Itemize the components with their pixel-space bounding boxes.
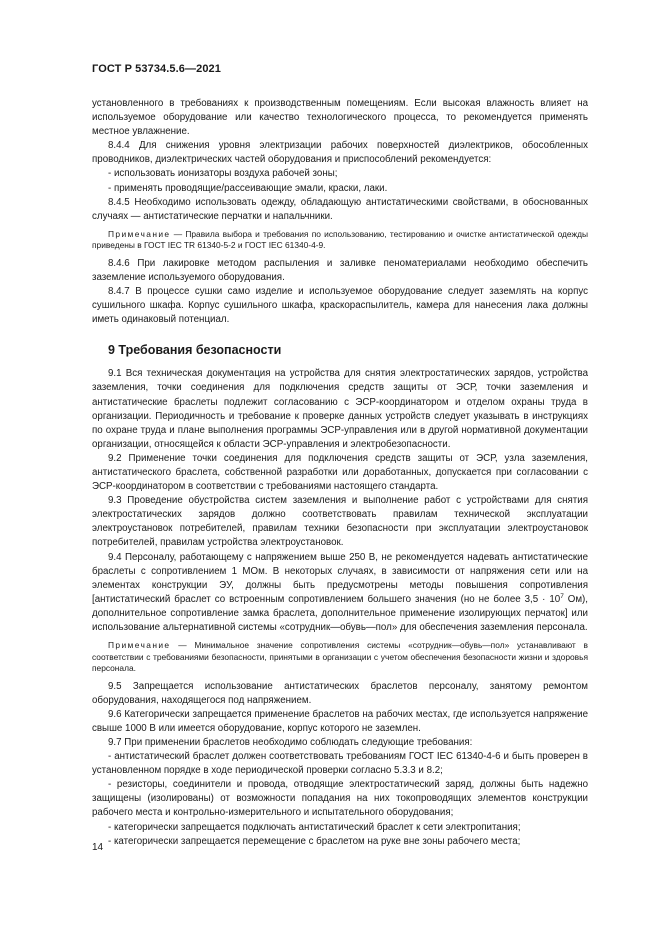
section-heading: 9 Требования безопасности xyxy=(108,343,282,358)
paragraph-9-4 xyxy=(92,551,588,636)
paragraph-9-5: 9.5 Запрещается использование антистатических браслетов персоналу, занятому ремонтом оборудования, находящегося под напряжением. xyxy=(92,680,588,706)
paragraph-8-4-7: 8.4.7 В процессе сушки само изделие и используемое оборудование следует заземлять на корпус сушильного шкафа. Корпус сушильного шкафа, краскораспылитель, камера для нанесения лака должны иметь одинаковый потенциал. xyxy=(92,286,588,326)
document-header: ГОСТ Р 53734.5.6—2021 xyxy=(92,63,221,75)
list-item: - антистатический браслет должен соответствовать требованиям ГОСТ IEC 61340-4-6 и быть проверен в установленном порядке в ходе периодической проверки согласно 5.3.3 и 8.2; xyxy=(92,751,588,777)
page-number: 14 xyxy=(92,842,104,853)
list-item: - применять проводящие/рассеивающие эмали, краски, лаки. xyxy=(108,182,388,194)
exponent: 7 xyxy=(560,592,564,600)
page-body xyxy=(92,97,588,849)
note-resistance xyxy=(92,640,588,675)
note-label: Примечание xyxy=(108,228,171,239)
paragraph-9-1: 9.1 Вся техническая документация на устройства для снятия электростатических зарядов, устройства заземления, точки соединения для подключения средств защиты от ЭСР, точки заземления и антистатические браслеты подлежит согласованию с ЭСР-координатором и отделом охраны труда в организации. Периодичность и требование к проверке данных устройств следует указывать в инструкциях по охране труда и плане выполнения программы ЭСР-управления или в другой нормативной документации организации, относящейся к области ЭСР-управления и электробезопасности. xyxy=(92,368,588,450)
note-text: — Минимальное значение сопротивления системы «сотрудник—обувь—пол» устанавливают в соответствии с требованиями безопасности, принятыми в организации с учетом обеспечения безопасности жизни и здоровья персонала. xyxy=(92,640,589,674)
paragraph-9-3: 9.3 Проведение обустройства систем заземления и выполнение работ с устройствами для снятия электростатических зарядов должно соответствовать правилам технической эксплуатации электроустановок потребителей, правилам техники безопасности при эксплуатации электроустановок потребителей, правилам устройства электроустановок. xyxy=(92,495,588,549)
list-item: - использовать ионизаторы воздуха рабочей зоны; xyxy=(108,168,338,180)
paragraph-9-6: 9.6 Категорически запрещается применение браслетов на рабочих местах, где используется напряжение свыше 1000 В или имеется оборудование, корпус которого не заземлен. xyxy=(92,708,588,734)
paragraph-9-4-part2: Ом), дополнительное сопротивление замка браслета, дополнительное применение изолирующих перчаток] или использование альтернативной системы «сотрудник—обувь—пол» для обеспечения заземления персонала. xyxy=(92,593,589,633)
note-text: — Правила выбора и требования по использованию, тестированию и очистке антистатической одежды приведены в ГОСТ IEC TR 61340-5-2 и ГОСТ IEC 61340-4-9. xyxy=(92,228,589,251)
paragraph-9-4-part1: 9.4 Персоналу, работающему с напряжением выше 250 В, не рекомендуется надевать антистатические браслеты с сопротивлением 1 МОм. В некоторых случаях, в зависимости от напряжения сети или на элементах конструкции ЭУ, должны быть предусмотрены методы повышения сопротивления [антистатический браслет со встроенным сопротивлением большего значения (но не более 3,5 · 10 xyxy=(92,551,588,605)
paragraph-8-4-5: 8.4.5 Необходимо использовать одежду, обладающую антистатическими свойствами, в обоснованных случаях — антистатические перчатки и напальчники. xyxy=(92,196,588,222)
paragraph-8-4-4: 8.4.4 Для снижения уровня электризации рабочих поверхностей диэлектриков, обособленных проводников, диэлектрических частей оборудования и приспособлений рекомендуется: xyxy=(92,140,588,166)
list-item: - резисторы, соединители и провода, отводящие электростатический заряд, должны быть надежно защищены (изолированы) от возможности попадания на них токопроводящих элементов конструкции рабочего места и контрольно-измерительного и испытательного оборудования; xyxy=(92,779,588,819)
list-item: - категорически запрещается перемещение с браслетом на руке вне зоны рабочего места; xyxy=(108,835,521,847)
paragraph-8-4-6: 8.4.6 При лакировке методом распыления и заливке пеноматериалами необходимо обеспечить заземление используемого оборудования. xyxy=(92,257,588,283)
paragraph-continuation: установленного в требованиях к производственным помещениям. Если высокая влажность влияет на используемое оборудование или качество технологического процесса, то рекомендуется применять местное увлажнение. xyxy=(92,98,588,138)
note-antistatic-clothing xyxy=(92,229,588,252)
list-item: - категорически запрещается подключать антистатический браслет к сети электропитания; xyxy=(108,821,521,833)
paragraph-9-2: 9.2 Применение точки соединения для подключения средств защиты от ЭСР, узла заземления, антистатического браслета, собственной разработки или доработанных, допускается при согласовании с ЭСР-координатором в соответствии с требованиями настоящего стандарта. xyxy=(92,452,588,493)
paragraph-9-7: 9.7 При применении браслетов необходимо соблюдать следующие требования: xyxy=(108,736,473,748)
note-label: Примечание xyxy=(108,640,171,651)
